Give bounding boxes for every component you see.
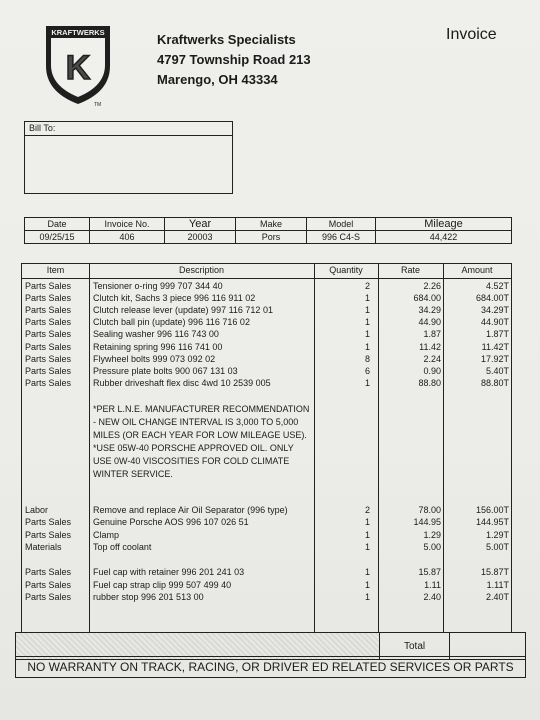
company-name: Kraftwerks Specialists bbox=[157, 32, 296, 47]
info-value-invoice-no: 406 bbox=[90, 231, 165, 244]
item-amount: 4.52T bbox=[485, 281, 509, 291]
item-rate: 684.00 bbox=[413, 293, 441, 303]
info-header-model: Model bbox=[307, 218, 376, 231]
item-type: Parts Sales bbox=[25, 378, 72, 388]
svg-text:TM: TM bbox=[94, 102, 102, 108]
item-rate: 2.26 bbox=[423, 281, 441, 291]
company-block bbox=[157, 30, 311, 90]
item-description: Pressure plate bolts 900 067 131 03 bbox=[93, 366, 238, 376]
kraftwerks-logo bbox=[42, 22, 114, 108]
item-quantity: 1 bbox=[364, 517, 370, 527]
item-quantity: 8 bbox=[364, 354, 370, 364]
bill-to-label: Bill To: bbox=[25, 122, 232, 136]
item-type: Parts Sales bbox=[25, 329, 72, 339]
item-description: Clutch ball pin (update) 996 116 716 02 bbox=[93, 317, 250, 327]
table-row bbox=[22, 567, 511, 579]
item-rate: 34.29 bbox=[418, 305, 441, 315]
item-quantity: 1 bbox=[364, 580, 370, 590]
item-quantity: 2 bbox=[364, 281, 370, 291]
item-amount: 44.90T bbox=[480, 317, 509, 327]
info-header-invoice-no: Invoice No. bbox=[90, 218, 165, 231]
table-row bbox=[22, 517, 511, 529]
table-row bbox=[22, 505, 511, 517]
oil-change-note bbox=[93, 403, 315, 481]
svg-text:K: K bbox=[65, 49, 91, 87]
table-row bbox=[22, 317, 511, 329]
item-rate: 44.90 bbox=[418, 317, 441, 327]
item-quantity: 1 bbox=[364, 542, 370, 552]
item-description: Fuel cap strap clip 999 507 499 40 bbox=[93, 580, 232, 590]
item-amount: 2.40T bbox=[485, 592, 509, 602]
header-quantity: Quantity bbox=[329, 265, 363, 275]
item-rate: 1.29 bbox=[423, 530, 441, 540]
table-row bbox=[22, 592, 511, 604]
table-row bbox=[22, 378, 511, 390]
info-value-date: 09/25/15 bbox=[25, 231, 90, 244]
item-quantity: 1 bbox=[364, 305, 370, 315]
item-description: Genuine Porsche AOS 996 107 026 51 bbox=[93, 517, 249, 527]
item-amount: 34.29T bbox=[480, 305, 509, 315]
table-row bbox=[22, 354, 511, 366]
item-type: Parts Sales bbox=[25, 580, 72, 590]
item-quantity: 2 bbox=[364, 505, 370, 515]
bill-to-box bbox=[24, 121, 233, 194]
info-value-mileage: 44,422 bbox=[376, 231, 512, 244]
note-line: - NEW OIL CHANGE INTERVAL IS 3,000 TO 5,000 bbox=[93, 417, 299, 427]
item-type: Parts Sales bbox=[25, 281, 72, 291]
item-quantity: 1 bbox=[364, 530, 370, 540]
item-description: Retaining spring 996 116 741 00 bbox=[93, 342, 223, 352]
item-type: Parts Sales bbox=[25, 317, 72, 327]
item-type: Parts Sales bbox=[25, 354, 72, 364]
item-rate: 2.24 bbox=[423, 354, 441, 364]
item-type: Parts Sales bbox=[25, 530, 72, 540]
item-rate: 11.42 bbox=[419, 342, 441, 352]
table-row bbox=[22, 342, 511, 354]
item-quantity: 6 bbox=[364, 366, 370, 376]
item-description: Top off coolant bbox=[93, 542, 152, 552]
item-quantity: 1 bbox=[364, 329, 370, 339]
item-rate: 1.87 bbox=[423, 329, 441, 339]
table-row bbox=[22, 305, 511, 317]
table-row bbox=[22, 542, 511, 554]
item-type: Parts Sales bbox=[25, 293, 72, 303]
line-items-table bbox=[21, 263, 512, 633]
item-rate: 0.90 bbox=[423, 366, 441, 376]
note-line: *USE 05W-40 PORSCHE APPROVED OIL. ONLY bbox=[93, 443, 294, 453]
item-type: Parts Sales bbox=[25, 366, 72, 376]
item-quantity: 1 bbox=[364, 567, 370, 577]
item-type: Parts Sales bbox=[25, 342, 72, 352]
item-amount: 5.40T bbox=[485, 366, 509, 376]
item-rate: 88.80 bbox=[418, 378, 441, 388]
item-rate: 15.87 bbox=[418, 567, 441, 577]
item-type: Materials bbox=[25, 542, 62, 552]
line-items-header bbox=[22, 264, 511, 279]
item-amount: 5.00T bbox=[485, 542, 509, 552]
table-row bbox=[22, 530, 511, 542]
table-row bbox=[22, 580, 511, 592]
note-line: MILES (OR EACH YEAR FOR LOW MILEAGE USE). bbox=[93, 430, 307, 440]
item-rate: 2.40 bbox=[423, 592, 441, 602]
info-value-model: 996 C4-S bbox=[307, 231, 376, 244]
header-description: Description bbox=[178, 265, 225, 275]
header-rate: Rate bbox=[400, 265, 420, 275]
item-rate: 5.00 bbox=[423, 542, 441, 552]
table-row bbox=[22, 293, 511, 305]
note-line: WINTER SERVICE. bbox=[93, 469, 173, 479]
item-rate: 78.00 bbox=[418, 505, 441, 515]
item-amount: 1.87T bbox=[485, 329, 509, 339]
item-description: Sealing washer 996 116 743 00 bbox=[93, 329, 219, 339]
item-amount: 11.42T bbox=[481, 342, 509, 352]
item-amount: 144.95T bbox=[475, 517, 509, 527]
item-quantity: 1 bbox=[364, 293, 370, 303]
item-rate: 1.11 bbox=[424, 580, 441, 590]
item-quantity: 1 bbox=[364, 378, 370, 388]
item-type: Parts Sales bbox=[25, 567, 72, 577]
info-value-year: 20003 bbox=[165, 231, 236, 244]
item-quantity: 1 bbox=[364, 342, 370, 352]
note-line: *PER L.N.E. MANUFACTURER RECOMMENDATION bbox=[93, 404, 310, 414]
item-amount: 156.00T bbox=[475, 505, 509, 515]
company-street: 4797 Township Road 213 bbox=[157, 52, 311, 67]
info-value-make: Pors bbox=[236, 231, 307, 244]
info-header-mileage: Mileage bbox=[376, 218, 512, 231]
header-item: Item bbox=[46, 265, 65, 275]
item-description: Clutch kit, Sachs 3 piece 996 116 911 02 bbox=[93, 293, 256, 303]
document-title: Invoice bbox=[446, 26, 497, 43]
item-amount: 15.87T bbox=[480, 567, 509, 577]
item-description: Tensioner o-ring 999 707 344 40 bbox=[93, 281, 223, 291]
item-type: Parts Sales bbox=[25, 517, 72, 527]
invoice-info-table bbox=[24, 217, 512, 244]
item-description: Rubber driveshaft flex disc 4wd 10 2539 005 bbox=[93, 378, 271, 388]
item-quantity: 1 bbox=[364, 317, 370, 327]
item-rate: 144.95 bbox=[413, 517, 441, 527]
item-description: Clutch release lever (update) 997 116 712 01 bbox=[93, 305, 273, 315]
total-label: Total bbox=[404, 641, 426, 652]
item-amount: 684.00T bbox=[475, 293, 509, 303]
item-description: Clamp bbox=[93, 530, 120, 540]
note-line: USE 0W-40 VISCOSITIES FOR COLD CLIMATE bbox=[93, 456, 290, 466]
item-amount: 1.11T bbox=[486, 580, 509, 590]
item-amount: 88.80T bbox=[480, 378, 509, 388]
item-amount: 1.29T bbox=[485, 530, 509, 540]
item-description: Remove and replace Air Oil Separator (996 type) bbox=[93, 505, 288, 515]
item-type: Labor bbox=[25, 505, 49, 515]
warranty-footer: NO WARRANTY ON TRACK, RACING, OR DRIVER ED RELATED SERVICES OR PARTS bbox=[15, 656, 526, 678]
company-city: Marengo, OH 43334 bbox=[157, 72, 278, 87]
info-header-date: Date bbox=[25, 218, 90, 231]
item-quantity: 1 bbox=[364, 592, 370, 602]
info-header-year: Year bbox=[165, 218, 236, 231]
table-row bbox=[22, 366, 511, 378]
info-header-make: Make bbox=[236, 218, 307, 231]
item-description: Fuel cap with retainer 996 201 241 03 bbox=[93, 567, 245, 577]
svg-text:KRAFTWERKS: KRAFTWERKS bbox=[51, 28, 105, 37]
table-row bbox=[22, 281, 511, 293]
item-description: rubber stop 996 201 513 00 bbox=[93, 592, 204, 602]
table-row bbox=[22, 329, 511, 341]
item-type: Parts Sales bbox=[25, 592, 72, 602]
item-amount: 17.92T bbox=[480, 354, 509, 364]
header-amount: Amount bbox=[461, 265, 493, 275]
item-type: Parts Sales bbox=[25, 305, 72, 315]
item-description: Flywheel bolts 999 073 092 02 bbox=[93, 354, 216, 364]
